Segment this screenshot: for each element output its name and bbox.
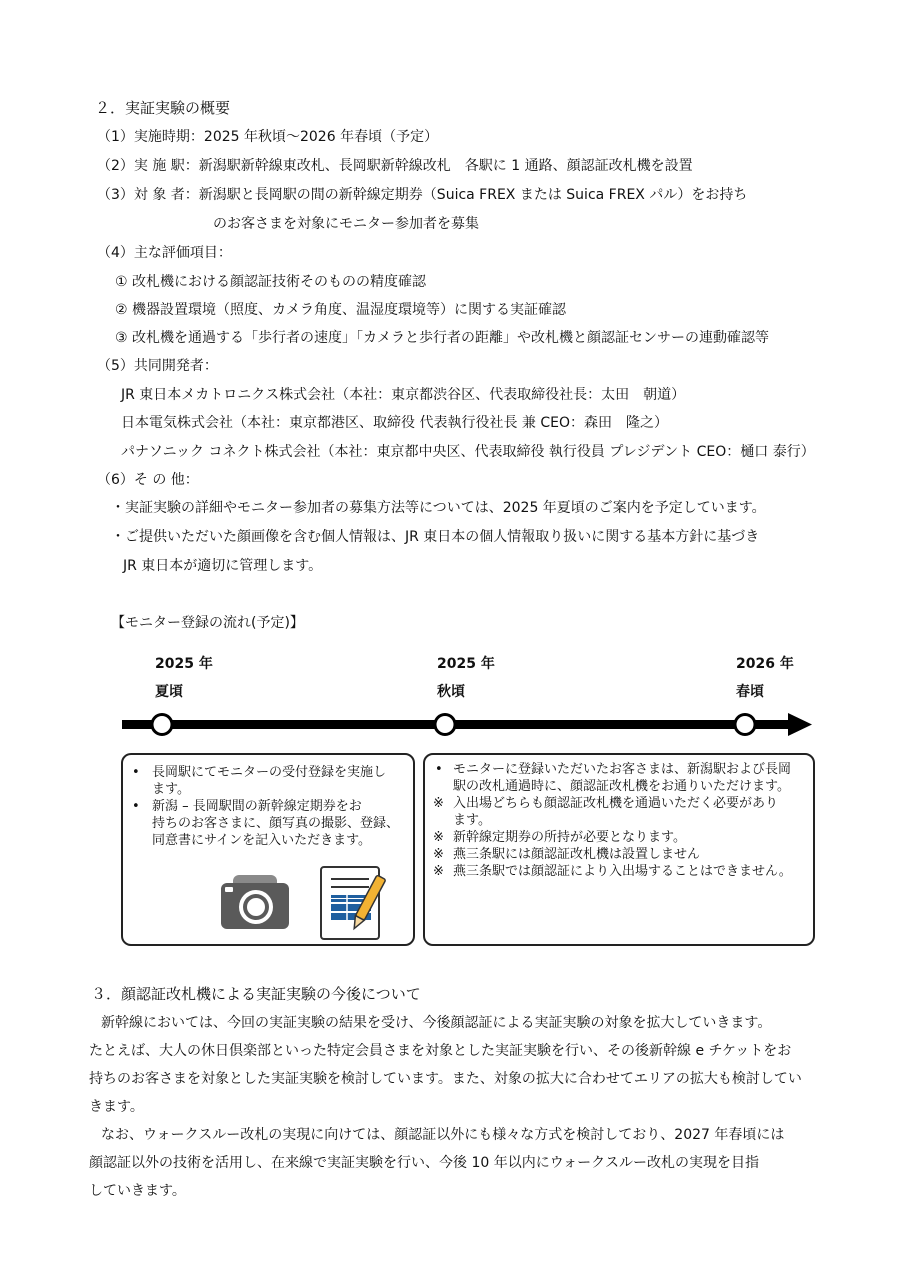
- developer-item: JR 東日本メカトロニクス株式会社（本社：東京都渋谷区、代表取締役社長：太田 朝道）: [121, 387, 686, 403]
- section2-heading: ２．実証実験の概要: [95, 99, 231, 117]
- bullet-text: 同意書にサインを記入いただきます。: [152, 833, 372, 848]
- timeline-year: 2025 年: [155, 656, 213, 672]
- flow-title: 【モニター登録の流れ(予定)】: [111, 615, 304, 631]
- bullet-text: 新潟 – 長岡駅間の新幹線定期券をお: [152, 799, 362, 814]
- other-item: ・実証実験の詳細やモニター参加者の募集方法等については、2025 年夏頃のご案内を予定しています。: [111, 500, 766, 516]
- note-text: 入出場どちらも顔認証改札機を通過いただく必要があり: [453, 796, 779, 811]
- other-heading: （6）そ の 他：: [97, 472, 199, 488]
- bullet-mark: •: [132, 765, 140, 780]
- note-text: 新幹線定期券の所持が必要となります。: [453, 830, 686, 845]
- note-mark: ※: [433, 864, 444, 879]
- developer-item: パナソニック コネクト株式会社（本社：東京都中央区、代表取締役 執行役員 プレジデント CEO：樋口 泰行）: [121, 444, 815, 460]
- note-text: ます。: [453, 813, 491, 828]
- other-item: JR 東日本が適切に管理します。: [123, 558, 323, 574]
- eval-heading: （4）主な評価項目：: [97, 245, 232, 261]
- target-line-2: のお客さまを対象にモニター参加者を募集: [213, 216, 479, 232]
- bullet-text: 駅の改札通過時に、顔認証改札機をお通りいただけます。: [453, 779, 790, 794]
- target-line-1: （3）対 象 者：新潟駅と長岡駅の間の新幹線定期券（Suica FREX または Suica FREX パル）をお持ち: [97, 187, 748, 203]
- timeline-year: 2026 年: [736, 656, 794, 672]
- flow-box-right: [423, 753, 815, 946]
- timeline-season: 秋頃: [437, 684, 465, 700]
- paragraph-line: 持ちのお客さまを対象とした実証実験を検討しています。また、対象の拡大に合わせてエリアの拡大も検討してい: [89, 1071, 802, 1087]
- paragraph-line: たとえば、大人の休日倶楽部といった特定会員さまを対象とした実証実験を行い、その後新幹線 e チケットをお: [89, 1043, 792, 1059]
- bullet-text: 持ちのお客さまに、顔写真の撮影、登録、: [152, 816, 400, 831]
- bullet-mark: •: [435, 762, 443, 777]
- stations-line: （2）実 施 駅：新潟駅新幹線東改札、長岡駅新幹線改札 各駅に 1 通路、顔認証改札機を設置: [97, 158, 693, 174]
- developer-item: 日本電気株式会社（本社：東京都港区、取締役 代表執行役社長 兼 CEO：森田 隆之）: [121, 415, 668, 431]
- section3-heading: ３．顔認証改札機による実証実験の今後について: [91, 985, 421, 1003]
- flow-box-left: [121, 753, 415, 946]
- document-pen-icon: [319, 865, 403, 941]
- eval-item: ① 改札機における顔認証技術そのものの精度確認: [115, 274, 426, 290]
- camera-icon: [219, 873, 291, 931]
- eval-item: ③ 改札機を通過する「歩行者の速度」「カメラと歩行者の距離」や改札機と顔認証センサーの連動確認等: [115, 330, 769, 346]
- timeline-node: [152, 715, 172, 735]
- paragraph-line: 顔認証以外の技術を活用し、在来線で実証実験を行い、今後 10 年以内にウォークスルー改札の実現を目指: [89, 1155, 760, 1171]
- note-mark: ※: [433, 847, 444, 862]
- note-text: 燕三条駅には顔認証改札機は設置しません: [453, 847, 701, 862]
- period-line: （1）実施時期：2025 年秋頃～2026 年春頃（予定）: [97, 129, 439, 145]
- paragraph-line: なお、ウォークスルー改札の実現に向けては、顔認証以外にも様々な方式を検討しており、2027 年春頃には: [101, 1127, 785, 1143]
- note-mark: ※: [433, 796, 444, 811]
- note-text: 燕三条駅では顔認証により入出場することはできません。: [453, 864, 792, 879]
- timeline-node: [435, 715, 455, 735]
- devs-heading: （5）共同開発者：: [97, 358, 218, 374]
- timeline-node: [735, 715, 755, 735]
- paragraph-line: していきます。: [89, 1183, 186, 1199]
- bullet-text: モニターに登録いただいたお客さまは、新潟駅および長岡: [453, 762, 792, 777]
- bullet-mark: •: [132, 799, 140, 814]
- note-mark: ※: [433, 830, 444, 845]
- timeline-season: 夏頃: [155, 684, 183, 700]
- timeline-arrow: [122, 713, 812, 736]
- timeline-season: 春頃: [736, 684, 764, 700]
- timeline-year: 2025 年: [437, 656, 495, 672]
- bullet-text: 長岡駅にてモニターの受付登録を実施し: [152, 765, 387, 780]
- eval-item: ② 機器設置環境（照度、カメラ角度、温湿度環境等）に関する実証確認: [115, 302, 566, 318]
- paragraph-line: 新幹線においては、今回の実証実験の結果を受け、今後顔認証による実証実験の対象を拡大していきます。: [101, 1015, 772, 1031]
- other-item: ・ご提供いただいた顔画像を含む個人情報は、JR 東日本の個人情報取り扱いに関する基本方針に基づき: [111, 529, 760, 545]
- bullet-text: ます。: [152, 782, 190, 797]
- paragraph-line: きます。: [89, 1099, 144, 1115]
